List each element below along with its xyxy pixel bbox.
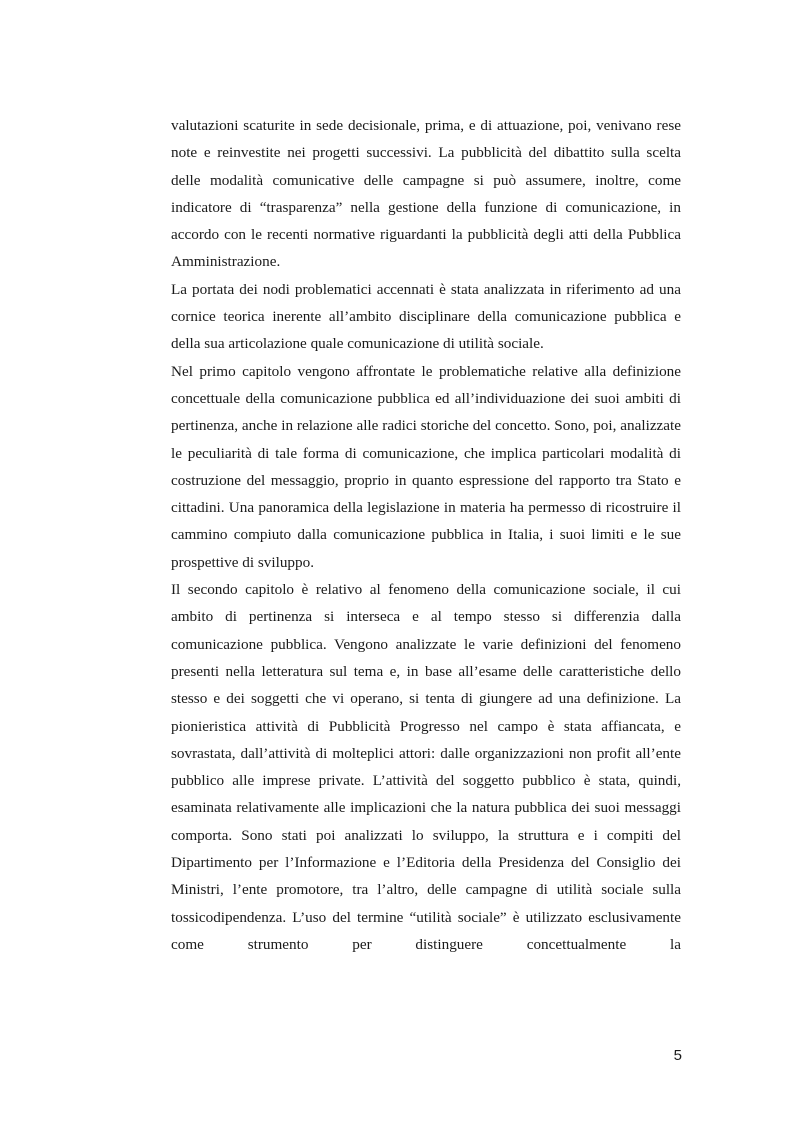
page-number: 5 <box>673 1047 682 1064</box>
paragraph-3: Nel primo capitolo vengono affrontate le problematiche relative alla definizione concettuale della comunicazione pubblica ed all’individuazione dei suoi ambiti di pertinenza, anche in relazione alle radici storiche del concetto. Sono, poi, analizzate le peculiarità di tale forma di comunicazione, che implica particolari modalità di costruzione del messaggio, proprio in quanto espressione del rapporto tra Stato e cittadini. Una panoramica della legislazione in materia ha permesso di ricostruire il cammino compiuto dalla comunicazione pubblica in Italia, i suoi limiti e le sue prospettive di sviluppo. <box>171 362 681 571</box>
paragraph-1: valutazioni scaturite in sede decisionale, prima, e di attuazione, poi, venivano rese note e reinvestite nei progetti successivi. La pubblicità del dibattito sulla scelta delle modalità comunicative delle campagne si può assumere, inoltre, come indicatore di “trasparenza” nella gestione della funzione di comunicazione, in accordo con le recenti normative riguardanti la pubblicità degli atti della Pubblica Amministrazione. <box>171 117 681 271</box>
paragraph-4: Il secondo capitolo è relativo al fenomeno della comunicazione sociale, il cui ambito di pertinenza si interseca e al tempo stesso si differenzia dalla comunicazione pubblica. Vengono analizzate le varie definizioni del fenomeno presenti nella letteratura sul tema e, in base all’esame delle caratteristiche dello stesso e dei soggetti che vi operano, si tenta di giungere ad una definizione. La pionieristica attività di Pubblicità Progresso nel campo è stata affiancata, e sovrastata, dall’attività di molteplici attori: dalle organizzazioni non profit all’ente pubblico alle imprese private. L’attività del soggetto pubblico è stata, quindi, esaminata relativamente alle implicazioni che la natura pubblica dei suoi messaggi comporta. Sono stati poi analizzati lo sviluppo, la struttura e i compiti del Dipartimento per l’Informazione e l’Editoria della Presidenza del Consiglio dei Ministri, l’ente promotore, tra l’altro, delle campagne di utilità sociale sulla tossicodipendenza. L’uso del termine “utilità sociale” è utilizzato esclusivamente come strumento per distinguere concettualmente la <box>171 581 681 953</box>
body-text <box>171 112 681 958</box>
paragraph-2: La portata dei nodi problematici accennati è stata analizzata in riferimento ad una cornice teorica inerente all’ambito disciplinare della comunicazione pubblica e della sua articolazione quale comunicazione di utilità sociale. <box>171 280 681 353</box>
